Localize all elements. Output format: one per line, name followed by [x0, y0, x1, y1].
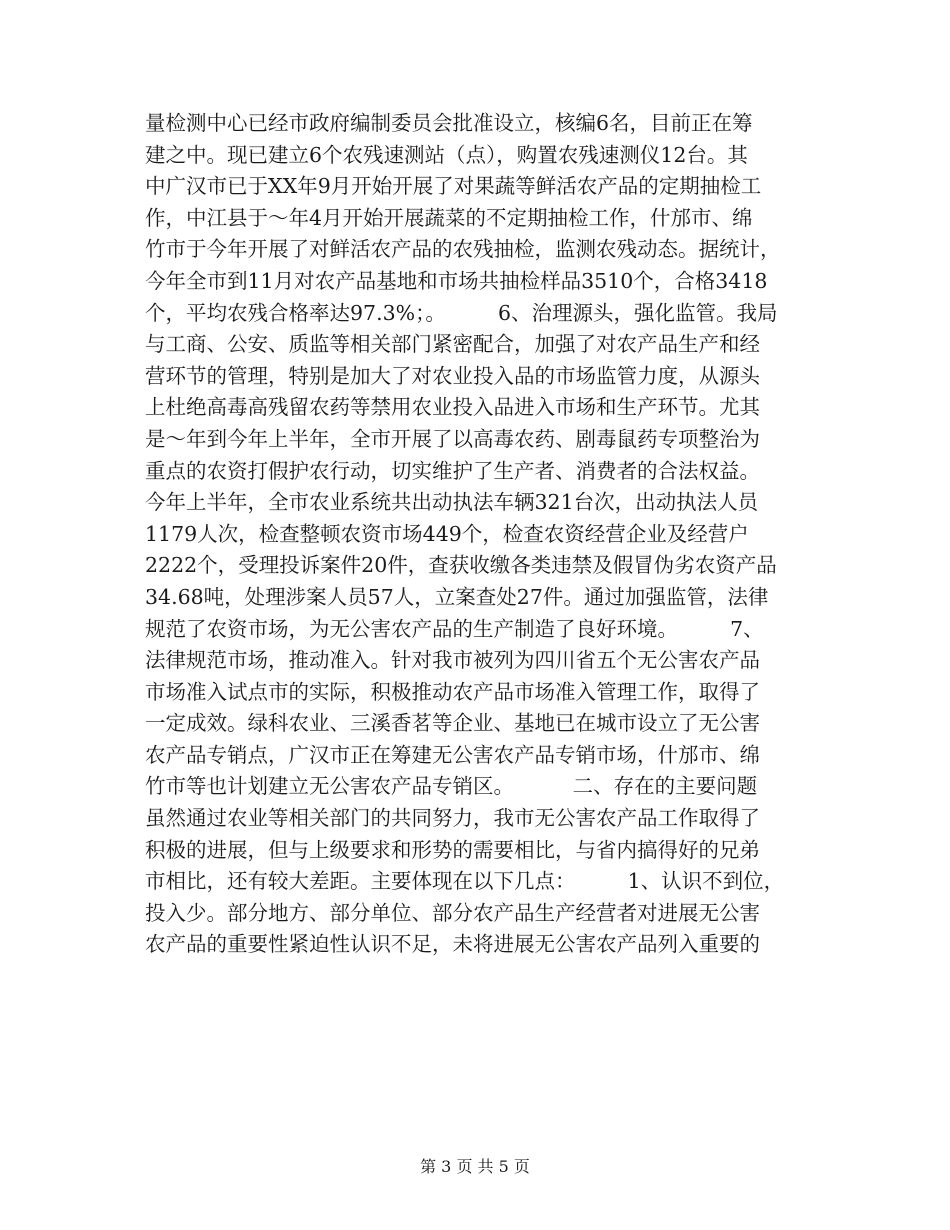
text-line: 建之中。现已建立6个农残速测站（点），购置农残速测仪12台。其 [145, 142, 748, 167]
text-line: 竹市等也计划建立无公害农产品专销区。 二、存在的主要问题 [145, 774, 758, 799]
text-line: 竹市于今年开展了对鲜活农产品的农残抽检，监测农残动态。据统计， [145, 237, 781, 262]
text-line: 量检测中心已经市政府编制委员会批准设立，核编6名，目前正在筹 [145, 111, 753, 135]
text-line: 投入少。部分地方、部分单位、部分农产品生产经营者对进展无公害 [145, 900, 760, 925]
text-line: 法律规范市场，推动准入。针对我市被列为四川省五个无公害农产品 [145, 648, 760, 673]
text-line: 作，中江县于～年4月开始开展蔬菜的不定期抽检工作，什邡市、绵 [145, 205, 753, 230]
text-line: 2222个，受理投诉案件20件，查获收缴各类违禁及假冒伪劣农资产品 [145, 553, 777, 578]
text-line: 今年全市到11月对农产品基地和市场共抽检样品3510个，合格3418 [145, 268, 768, 293]
page-number-footer: 第 3 页 共 5 页 [420, 1157, 530, 1176]
document-body [145, 108, 825, 961]
text-line: 营环节的管理，特别是加大了对农业投入品的市场监管力度，从源头 [145, 363, 760, 388]
text-line: 是～年到今年上半年，全市开展了以高毒农药、剧毒鼠药专项整治为 [145, 426, 760, 451]
text-line: 上杜绝高毒高残留农药等禁用农业投入品进入市场和生产环节。尤其 [145, 395, 760, 420]
text-line: 虽然通过农业等相关部门的共同努力，我市无公害农产品工作取得了 [145, 806, 760, 831]
text-line: 一定成效。绿科农业、三溪香茗等企业、基地已在城市设立了无公害 [145, 711, 760, 736]
text-line: 农产品专销点，广汉市正在筹建无公害农产品专销市场，什邡市、绵 [145, 742, 760, 767]
text-line: 市场准入试点市的实际，积极推动农产品市场准入管理工作，取得了 [145, 679, 760, 704]
text-line: 1179人次，检查整顿农资市场449个，检查农资经营企业及经营户 [145, 521, 749, 546]
text-line: 市相比，还有较大差距。主要体现在以下几点： 1、认识不到位， [145, 869, 785, 894]
text-line: 与工商、公安、质监等相关部门紧密配合，加强了对农产品生产和经 [145, 332, 760, 357]
text-line: 规范了农资市场，为无公害农产品的生产制造了良好环境。 7、 [145, 616, 764, 641]
text-line: 重点的农资打假护农行动，切实维护了生产者、消费者的合法权益。 [145, 458, 760, 483]
text-line: 农产品的重要性紧迫性认识不足，未将进展无公害农产品列入重要的 [145, 932, 760, 957]
text-line: 积极的进展，但与上级要求和形势的需要相比，与省内搞得好的兄弟 [145, 837, 760, 862]
text-line: 个，平均农残合格率达97.3%；。 6、治理源头，强化监管。我局 [145, 300, 778, 325]
text-line: 34.68吨，处理涉案人员57人，立案查处27件。通过加强监管，法律 [145, 584, 769, 609]
text-line: 中广汉市已于XX年9月开始开展了对果蔬等鲜活农产品的定期抽检工 [145, 174, 762, 199]
text-line: 今年上半年，全市农业系统共出动执法车辆321台次，出动执法人员 [145, 490, 759, 515]
